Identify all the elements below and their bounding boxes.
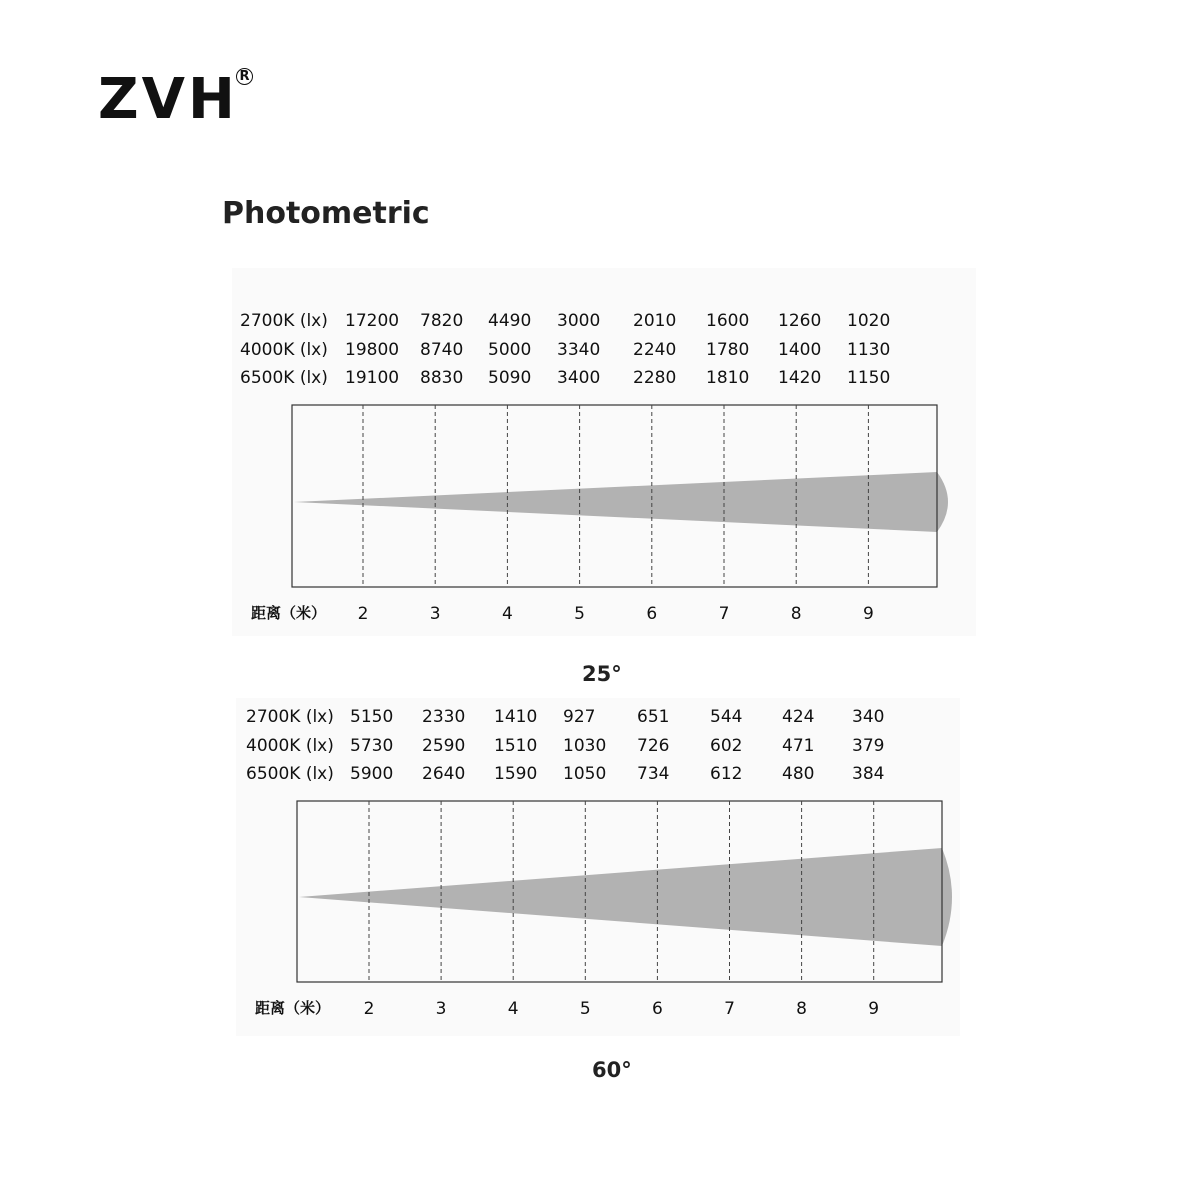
lux-value-60-0-1: 2330: [422, 707, 466, 727]
x-tick-25-3: 3: [429, 604, 441, 624]
chart-title-60: 60°: [592, 1058, 632, 1082]
lux-value-25-2-3: 3400: [557, 368, 601, 388]
lux-value-60-1-7: 379: [852, 736, 885, 756]
lux-value-60-1-6: 471: [782, 736, 815, 756]
series-label-60-0: 2700K (lx): [246, 707, 334, 727]
x-tick-25-8: 8: [790, 604, 802, 624]
lux-value-60-2-1: 2640: [422, 764, 466, 784]
page-title: Photometric: [222, 196, 430, 231]
lux-value-60-1-0: 5730: [350, 736, 394, 756]
lux-value-25-1-6: 1400: [778, 340, 822, 360]
x-tick-60-9: 9: [868, 999, 880, 1019]
x-axis-label-60: 距离（米）: [255, 999, 331, 1017]
chart-title-25: 25°: [582, 662, 622, 686]
lux-value-25-0-2: 4490: [488, 311, 532, 331]
lux-value-25-1-2: 5000: [488, 340, 532, 360]
lux-value-25-2-6: 1420: [778, 368, 822, 388]
x-tick-25-9: 9: [862, 604, 874, 624]
x-axis-label-25: 距离（米）: [251, 604, 327, 622]
lux-value-60-0-6: 424: [782, 707, 815, 727]
chart-panel-25: [232, 268, 976, 636]
lux-value-25-1-3: 3340: [557, 340, 601, 360]
lux-value-25-2-1: 8830: [420, 368, 464, 388]
lux-value-60-2-7: 384: [852, 764, 885, 784]
lux-value-60-2-5: 612: [710, 764, 743, 784]
lux-value-25-0-1: 7820: [420, 311, 464, 331]
lux-value-60-2-3: 1050: [563, 764, 607, 784]
series-label-60-2: 6500K (lx): [246, 764, 334, 784]
lux-value-25-0-3: 3000: [557, 311, 601, 331]
beam-chart-25: [232, 268, 976, 636]
lux-value-25-1-1: 8740: [420, 340, 464, 360]
lux-value-25-2-7: 1150: [847, 368, 891, 388]
lux-value-60-0-4: 651: [637, 707, 670, 727]
lux-value-60-0-3: 927: [563, 707, 596, 727]
lux-value-60-0-2: 1410: [494, 707, 538, 727]
series-label-25-0: 2700K (lx): [240, 311, 328, 331]
lux-value-25-2-4: 2280: [633, 368, 677, 388]
lux-value-60-1-5: 602: [710, 736, 743, 756]
brand-logo: [98, 67, 250, 132]
lux-value-25-1-0: 19800: [345, 340, 400, 360]
lux-value-60-1-2: 1510: [494, 736, 538, 756]
beam-cone-60: [299, 848, 952, 946]
registered-mark: R: [236, 68, 253, 85]
lux-value-60-2-6: 480: [782, 764, 815, 784]
series-label-25-2: 6500K (lx): [240, 368, 328, 388]
lux-value-25-1-4: 2240: [633, 340, 677, 360]
lux-value-60-2-0: 5900: [350, 764, 394, 784]
lux-value-60-0-5: 544: [710, 707, 743, 727]
lux-value-60-0-0: 5150: [350, 707, 394, 727]
lux-value-25-0-5: 1600: [706, 311, 750, 331]
x-tick-60-2: 2: [363, 999, 375, 1019]
chart-panel-60: [236, 698, 960, 1036]
x-tick-25-7: 7: [718, 604, 730, 624]
lux-value-60-0-7: 340: [852, 707, 885, 727]
lux-value-25-2-5: 1810: [706, 368, 750, 388]
lux-value-25-2-0: 19100: [345, 368, 400, 388]
x-tick-25-6: 6: [646, 604, 658, 624]
beam-cone-25: [294, 472, 948, 532]
x-tick-60-4: 4: [507, 999, 519, 1019]
lux-value-25-2-2: 5090: [488, 368, 532, 388]
lux-value-60-1-3: 1030: [563, 736, 607, 756]
lux-value-25-1-5: 1780: [706, 340, 750, 360]
x-tick-60-7: 7: [724, 999, 735, 1019]
x-tick-60-5: 5: [579, 999, 591, 1019]
lux-value-60-1-1: 2590: [422, 736, 466, 756]
lux-value-25-0-0: 17200: [345, 311, 400, 331]
x-tick-25-5: 5: [574, 604, 586, 624]
lux-value-25-0-7: 1020: [847, 311, 891, 331]
x-tick-60-8: 8: [796, 999, 808, 1019]
lux-value-60-1-4: 726: [637, 736, 670, 756]
series-label-60-1: 4000K (lx): [246, 736, 334, 756]
beam-chart-60: [236, 698, 960, 1036]
lux-value-60-2-2: 1590: [494, 764, 538, 784]
series-label-25-1: 4000K (lx): [240, 340, 328, 360]
brand-name: ZVH: [98, 67, 238, 132]
lux-value-60-2-4: 734: [637, 764, 670, 784]
x-tick-60-6: 6: [651, 999, 663, 1019]
lux-value-25-0-4: 2010: [633, 311, 677, 331]
lux-value-25-1-7: 1130: [847, 340, 891, 360]
lux-value-25-0-6: 1260: [778, 311, 822, 331]
x-tick-60-3: 3: [435, 999, 447, 1019]
x-tick-25-2: 2: [357, 604, 369, 624]
x-tick-25-4: 4: [501, 604, 513, 624]
